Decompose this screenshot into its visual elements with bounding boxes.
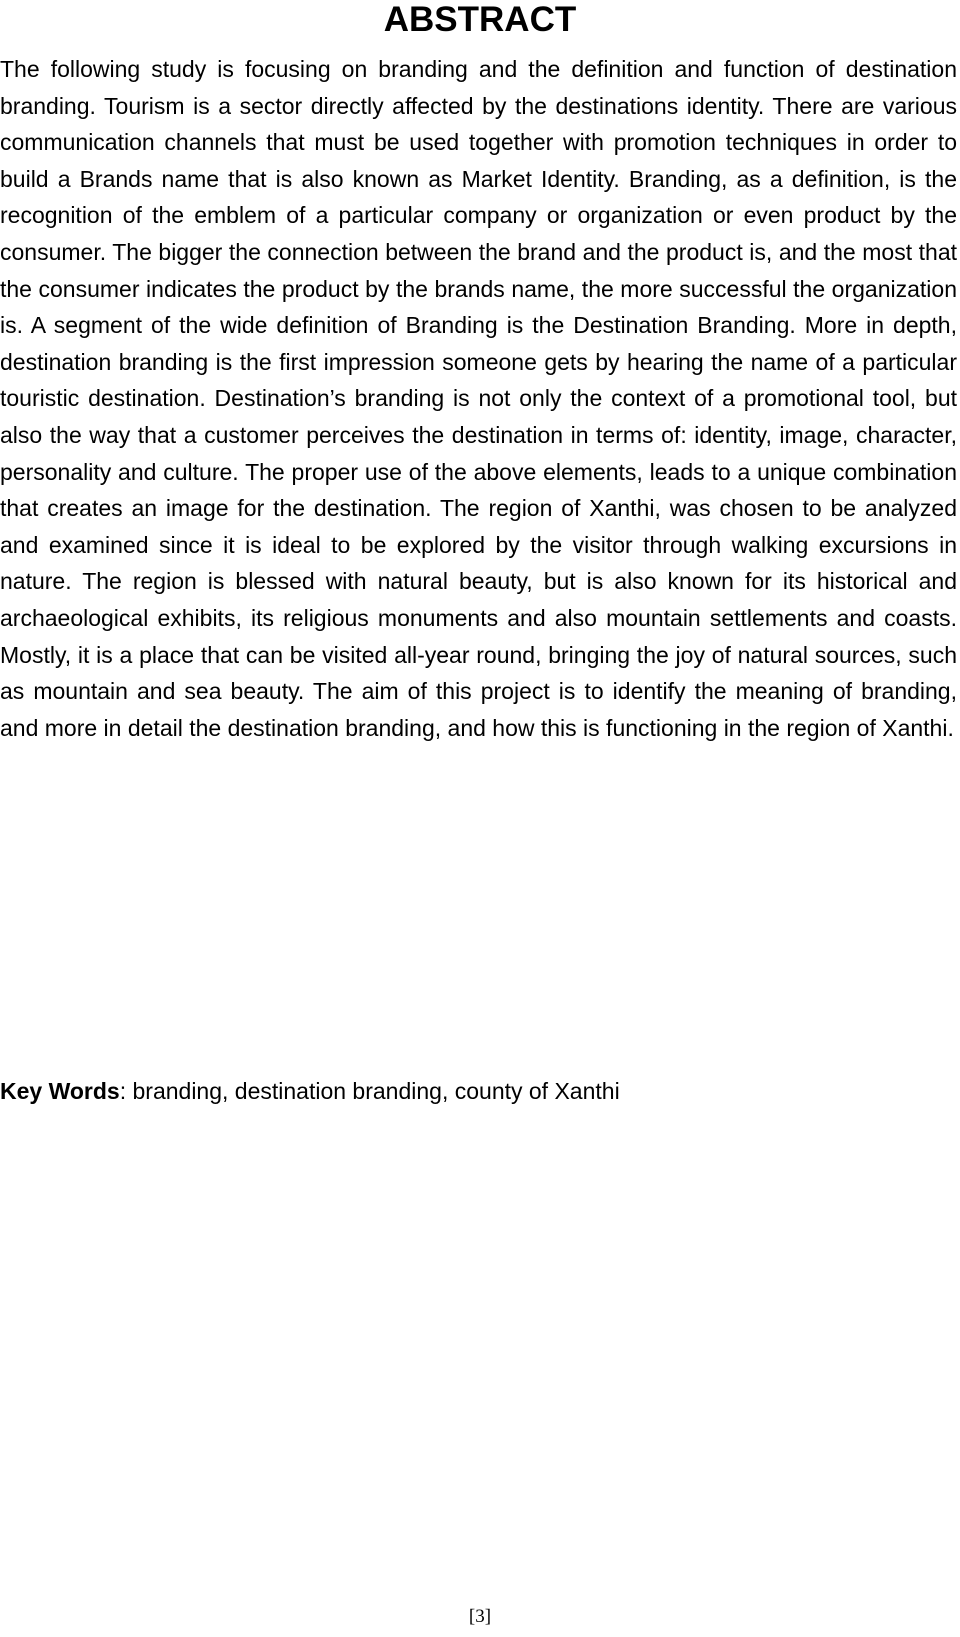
keywords-text: : branding, destination branding, county of Xanthi	[119, 1078, 620, 1104]
page-number: [3]	[468, 1606, 492, 1627]
keywords-line	[0, 1073, 957, 1109]
abstract-heading: ABSTRACT	[383, 0, 577, 39]
keywords-label: Key Words	[0, 1078, 120, 1104]
abstract-paragraph: The following study is focusing on branding and the definition and function of destination branding. Tourism is a sector directly affected by the destinations identity. There are various communication channels that must be used together with promotion techniques in order to build a Brands name that is also known as Market Identity. Branding, as a definition, is the recognition of the emblem of a particular company or organization or even product by the consumer. The bigger the connection between the brand and the product is, and the most that the consumer indicates the product by the brands name, the more successful the organization is. A segment of the wide definition of Branding is the Destination Branding. More in depth, destination branding is the first impression someone gets by hearing the name of a particular touristic destination. Destination’s branding is not only the context of a promotional tool, but also the way that a customer perceives the destination in terms of: identity, image, character, personality and culture. The proper use of the above elements, leads to a unique combination that creates an image for the destination. The region of Xanthi, was chosen to be analyzed and examined since it is ideal to be explored by the visitor through walking excursions in nature. The region is blessed with natural beauty, but is also known for its historical and archaeological exhibits, its religious monuments and also mountain settlements and coasts. Mostly, it is a place that can be visited all-year round, bringing the joy of natural sources, such as mountain and sea beauty. The aim of this project is to identify the meaning of branding, and more in detail the destination branding, and how this is functioning in the region of Xanthi.	[0, 56, 957, 741]
